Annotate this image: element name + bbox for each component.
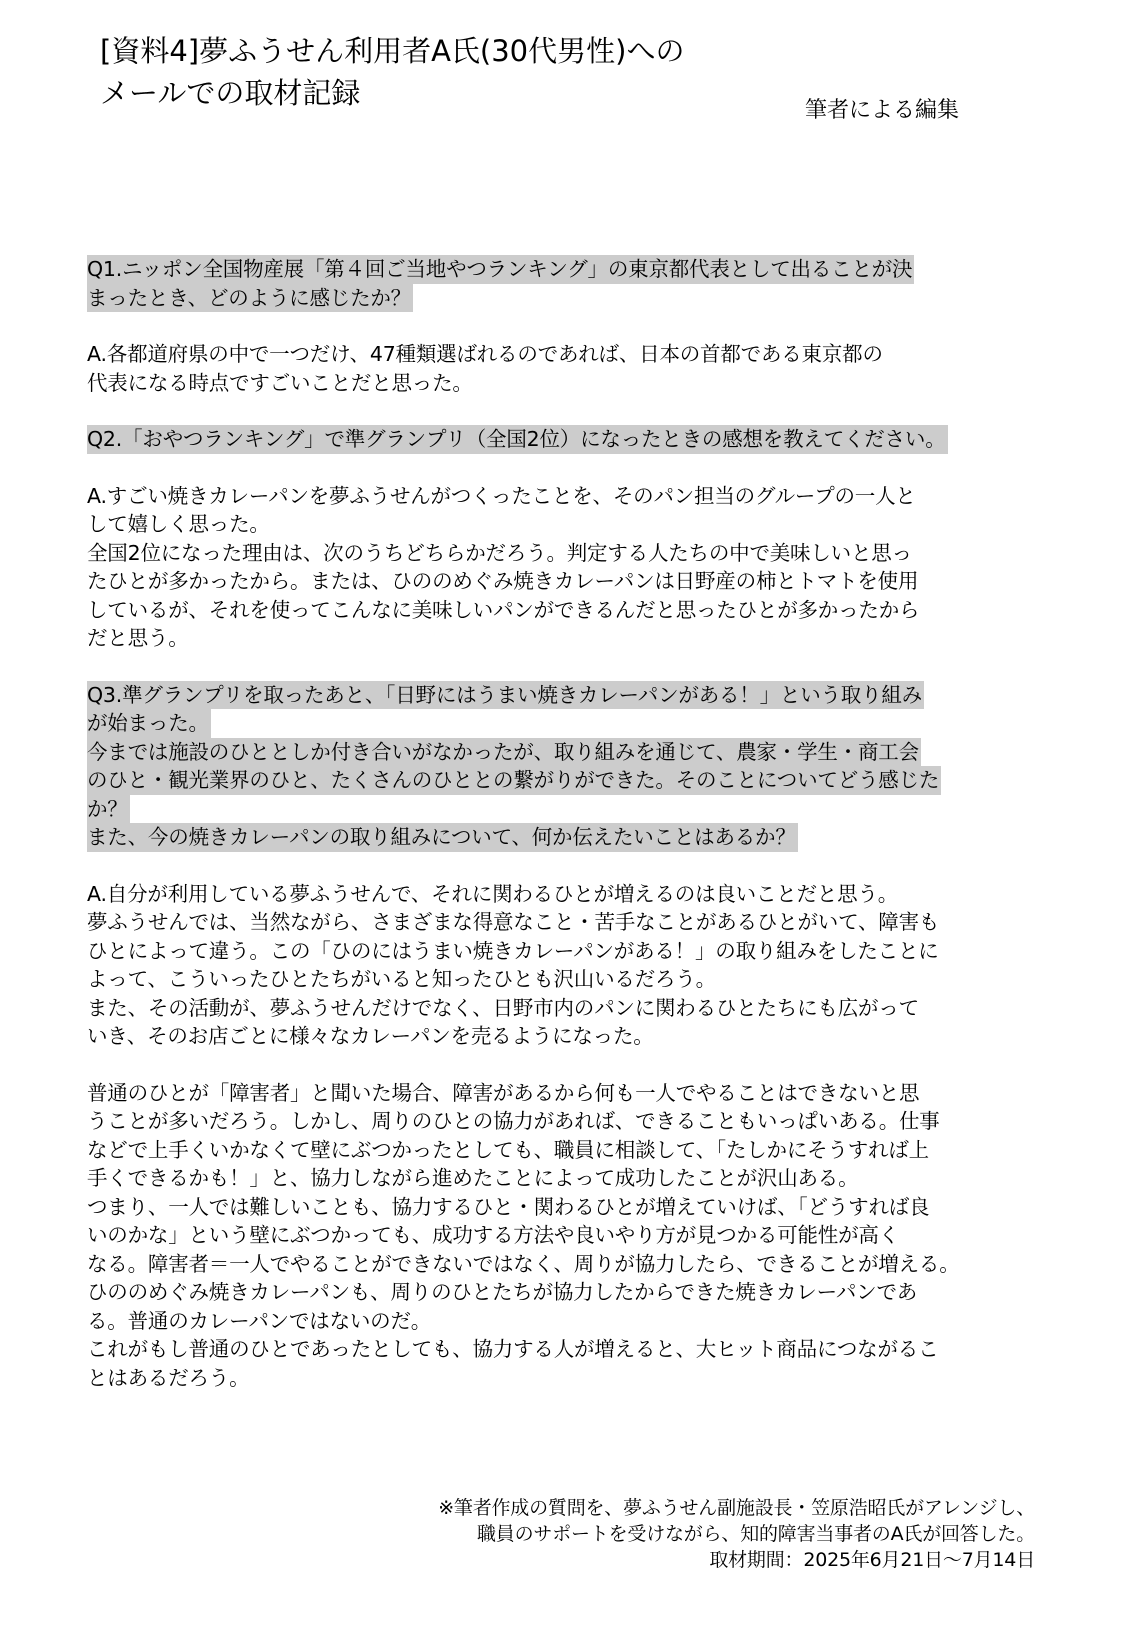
q3-answer-part1 bbox=[87, 880, 1047, 1051]
q3-answer-line: つまり、一人では難しいことも、協力するひと・関わるひとが増えていけば、「どうすれば良 bbox=[87, 1194, 930, 1219]
q3-answer-line: ひとによって違う。この「ひのにはうまい焼きカレーパンがある！」の取り組みをしたことに bbox=[87, 938, 939, 963]
title-line-1: [資料4]夢ふうせん利用者A氏(30代男性)への bbox=[100, 34, 685, 68]
q3-question-line: か？ bbox=[87, 795, 130, 824]
q3-answer-line: うことが多いだろう。しかし、周りのひとの協力があれば、できることもいっぱいある。仕事 bbox=[87, 1109, 940, 1133]
q2-answer-line: 全国2位になった理由は、次のうちどちらかだろう。判定する人たちの中で美味しいと思っ bbox=[87, 540, 912, 565]
q3-answer-line: ひののめぐみ焼きカレーパンも、周りのひとたちが協力したからできた焼きカレーパンであ bbox=[87, 1280, 918, 1304]
footer-line: 職員のサポートを受けながら、知的障害当事者のA氏が回答した。 bbox=[477, 1523, 1035, 1545]
q2-answer-line: A.すごい焼きカレーパンを夢ふうせんがつくったことを、そのパン担当のグループの一人と bbox=[87, 483, 916, 508]
q3-answer-line: とはあるだろう。 bbox=[87, 1365, 250, 1390]
q3-answer-line: よって、こういったひとたちがいると知ったひとも沢山いるだろう。 bbox=[87, 967, 716, 991]
q2-answer-line: しているが、それを使ってこんなに美味しいパンができるんだと思ったひとが多かったから bbox=[87, 597, 920, 622]
footer-note bbox=[438, 1495, 1035, 1573]
q1-question bbox=[87, 255, 1047, 312]
q1-question-line: Q1.ニッポン全国物産展「第４回ご当地やつランキング」の東京都代表として出ることが決 bbox=[87, 255, 914, 284]
q3-answer-line: これがもし普通のひとであったとしても、協力する人が増えると、大ヒット商品につながるこ bbox=[87, 1337, 939, 1361]
q1-question-line: まったとき、どのように感じたか？ bbox=[87, 284, 413, 313]
q3-question bbox=[87, 681, 1047, 852]
q2-answer-line: して嬉しく思った。 bbox=[87, 512, 270, 536]
q3-question-line: また、今の焼きカレーパンの取り組みについて、何か伝えたいことはあるか？ bbox=[87, 823, 798, 852]
q3-answer-line: A.自分が利用している夢ふうせんで、それに関わるひとが増えるのは良いことだと思う。 bbox=[87, 881, 899, 906]
q3-answer-line: また、その活動が、夢ふうせんだけでなく、日野市内のパンに関わるひとたちにも広がって bbox=[87, 995, 919, 1020]
q3-answer-line: なる。障害者＝一人でやることができないではなく、周りが協力したら、できることが増える。 bbox=[87, 1251, 960, 1276]
q3-answer-line: などで上手くいかなくて壁にぶつかったとしても、職員に相談して、「たしかにそうすれば上 bbox=[87, 1137, 929, 1162]
q2-question-line: Q2.「おやつランキング」で準グランプリ（全国2位）になったときの感想を教えてください。 bbox=[87, 425, 948, 454]
q1-answer-line: A.各都道府県の中で一つだけ、47種類選ばれるのであれば、日本の首都である東京都の bbox=[87, 342, 883, 366]
document-title bbox=[100, 30, 800, 114]
q2-answer bbox=[87, 482, 1047, 653]
q2-answer-line: たひとが多かったから。または、ひののめぐみ焼きカレーパンは日野産の柿とトマトを使用 bbox=[87, 569, 919, 593]
q1-answer-line: 代表になる時点ですごいことだと思った。 bbox=[87, 370, 473, 395]
q3-question-line: が始まった。 bbox=[87, 709, 211, 738]
q1-answer bbox=[87, 340, 1047, 397]
q3-answer-part2 bbox=[87, 1079, 1047, 1393]
editor-note: 筆者による編集 bbox=[805, 98, 960, 123]
q3-question-line: のひと・観光業界のひと、たくさんのひととの繋がりができた。そのことについてどう感じた bbox=[87, 766, 941, 795]
title-line-2: メールでの取材記録 bbox=[100, 76, 361, 110]
q3-answer-line: 普通のひとが「障害者」と聞いた場合、障害があるから何も一人でやることはできないと思 bbox=[87, 1080, 920, 1105]
q3-question-line: Q3.準グランプリを取ったあと、「日野にはうまい焼きカレーパンがある！」という取り組み bbox=[87, 681, 924, 710]
q3-answer-line: 夢ふうせんでは、当然ながら、さまざまな得意なこと・苦手なことがあるひとがいて、障害も bbox=[87, 910, 940, 934]
q3-question-line: 今までは施設のひととしか付き合いがなかったが、取り組みを通じて、農家・学生・商工会 bbox=[87, 738, 921, 767]
q2-answer-line: だと思う。 bbox=[87, 626, 189, 650]
q3-answer-line: いき、そのお店ごとに様々なカレーパンを売るようになった。 bbox=[87, 1024, 654, 1048]
q3-answer-line: 手くできるかも！」と、協力しながら進めたことによって成功したことが沢山ある。 bbox=[87, 1166, 859, 1190]
interview-content bbox=[87, 255, 1047, 1392]
interview-period: 取材期間：2025年6月21日～7月14日 bbox=[709, 1549, 1035, 1571]
q3-answer-line: る。普通のカレーパンではないのだ。 bbox=[87, 1308, 432, 1333]
q3-answer-line: いのかな」という壁にぶつかっても、成功する方法や良いやり方が見つかる可能性が高く bbox=[87, 1223, 899, 1247]
footer-line: ※筆者作成の質問を、夢ふうせん副施設長・笠原浩昭氏がアレンジし、 bbox=[438, 1497, 1035, 1519]
q2-question bbox=[87, 425, 1047, 454]
